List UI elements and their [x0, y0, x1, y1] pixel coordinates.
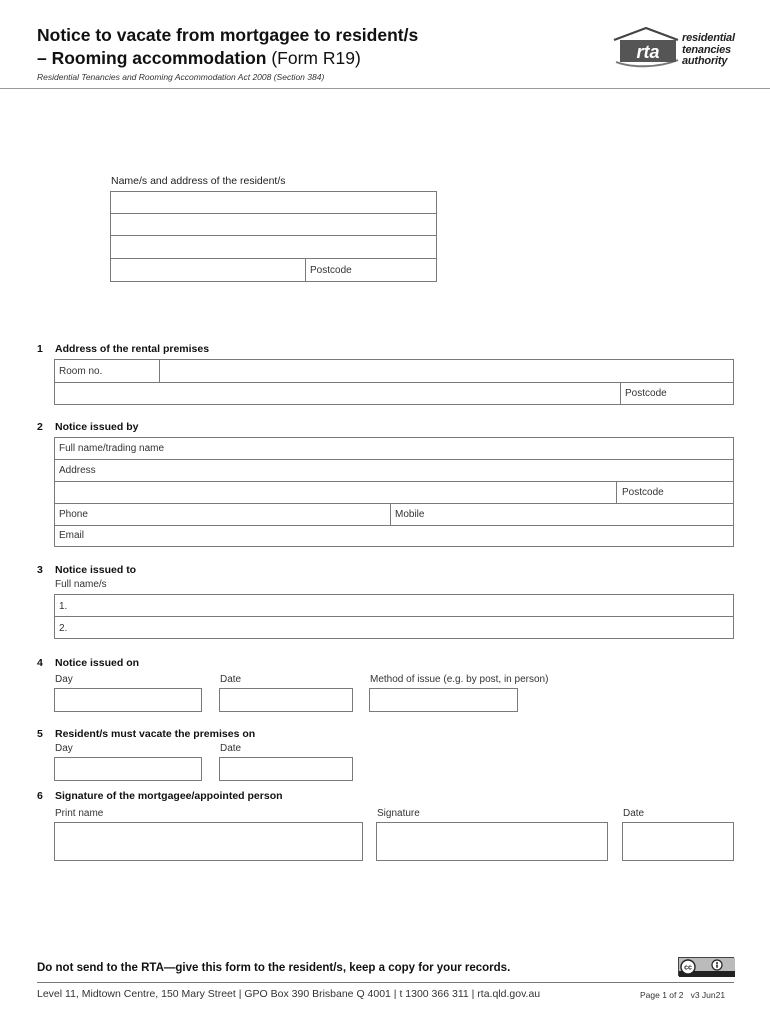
logo-word-2: tenancies	[682, 43, 731, 56]
signature-date-field[interactable]	[622, 822, 734, 861]
section-3-heading: Notice issued to	[55, 564, 137, 576]
title-line-2	[37, 47, 418, 70]
title-line-1: Notice to vacate from mortgagee to resident/s	[37, 25, 419, 45]
premises-postcode-label: Postcode	[625, 388, 667, 399]
section-3-subheading: Full name/s	[55, 579, 107, 590]
resident-postcode-field[interactable]	[305, 258, 437, 282]
title-line-2-bold: – Rooming accommodation	[37, 48, 267, 68]
room-no-field[interactable]	[54, 359, 160, 383]
recipient-1-field[interactable]	[54, 594, 734, 617]
section-5-number: 5	[37, 728, 43, 740]
signature-date-label: Date	[623, 808, 645, 819]
section-4-number: 4	[37, 657, 43, 669]
issuer-mobile-field[interactable]	[390, 503, 734, 526]
section-4-heading: Notice issued on	[55, 657, 140, 669]
issuer-address-line-1-field[interactable]	[54, 459, 734, 482]
recipient-2-field[interactable]	[54, 616, 734, 639]
vacate-date-label: Date	[220, 743, 242, 754]
resident-line-2-field[interactable]	[110, 213, 437, 236]
issuer-address-line-2-field[interactable]	[54, 481, 617, 504]
issued-date-field[interactable]	[219, 688, 353, 712]
issuer-postcode-field[interactable]	[616, 481, 734, 504]
resident-postcode-label: Postcode	[310, 265, 352, 276]
vacate-date-field[interactable]	[219, 757, 353, 781]
issue-method-field[interactable]	[369, 688, 518, 712]
footer-note: Do not send to the RTA—give this form to the resident/s, keep a copy for your records.	[37, 962, 511, 974]
issuer-mobile-label: Mobile	[395, 509, 425, 520]
signature-label: Signature	[377, 808, 420, 819]
print-name-label: Print name	[55, 808, 104, 819]
resident-line-4-field[interactable]	[110, 258, 306, 282]
signature-field[interactable]	[376, 822, 608, 861]
recipient-2-label: 2.	[59, 623, 68, 634]
issuer-email-field[interactable]	[54, 525, 734, 547]
issued-day-field[interactable]	[54, 688, 202, 712]
form-version: v3 Jun21	[690, 990, 726, 1000]
section-6-heading: Signature of the mortgagee/appointed person	[55, 790, 283, 802]
recipient-1-label: 1.	[59, 601, 68, 612]
resident-line-1-field[interactable]	[110, 191, 437, 214]
print-name-field[interactable]	[54, 822, 363, 861]
page-info	[640, 990, 725, 1000]
issuer-address-label: Address	[59, 465, 96, 476]
logo-word-3: authority	[682, 55, 728, 67]
svg-text:cc: cc	[684, 964, 692, 972]
resident-line-3-field[interactable]	[110, 235, 437, 259]
section-2-number: 2	[37, 421, 43, 433]
premises-postcode-field[interactable]	[620, 382, 734, 405]
creative-commons-icon	[678, 957, 734, 976]
issuer-phone-field[interactable]	[54, 503, 391, 526]
act-reference: Residential Tenancies and Rooming Accommodation Act 2008 (Section 384)	[37, 72, 325, 82]
section-3-number: 3	[37, 564, 43, 576]
issue-method-label: Method of issue (e.g. by post, in person)	[370, 674, 549, 685]
section-1-number: 1	[37, 343, 43, 355]
room-no-label: Room no.	[59, 366, 103, 377]
issuer-phone-label: Phone	[59, 509, 88, 520]
section-6-number: 6	[37, 790, 43, 802]
vacate-day-field[interactable]	[54, 757, 202, 781]
issuer-email-label: Email	[59, 530, 85, 541]
section-1-heading: Address of the rental premises	[55, 343, 210, 355]
issued-date-label: Date	[220, 674, 242, 685]
header-divider	[0, 88, 770, 89]
footer-address: Level 11, Midtown Centre, 150 Mary Street | GPO Box 390 Brisbane Q 4001 | t 1300 366 311 | rta.qld.gov.au	[37, 988, 541, 1000]
footer-divider	[37, 982, 734, 983]
issuer-fullname-field[interactable]	[54, 437, 734, 460]
issuer-fullname-label: Full name/trading name	[59, 443, 165, 454]
premises-address-line-1-field[interactable]	[159, 359, 734, 383]
logo-wordmark	[682, 33, 735, 68]
vacate-day-label: Day	[55, 743, 73, 754]
section-2-heading: Notice issued by	[55, 421, 139, 433]
logo-word-1: residential	[682, 32, 735, 44]
issued-day-label: Day	[55, 674, 73, 685]
section-5-heading: Resident/s must vacate the premises on	[55, 728, 256, 740]
form-number: (Form R19)	[266, 48, 361, 68]
logo-mark: rta	[636, 42, 660, 62]
resident-block-heading: Name/s and address of the resident/s	[111, 175, 286, 187]
issuer-postcode-label: Postcode	[622, 487, 664, 498]
page-number: Page 1 of 2	[640, 990, 684, 1000]
premises-address-line-2-field[interactable]	[54, 382, 621, 405]
form-title	[37, 24, 418, 70]
